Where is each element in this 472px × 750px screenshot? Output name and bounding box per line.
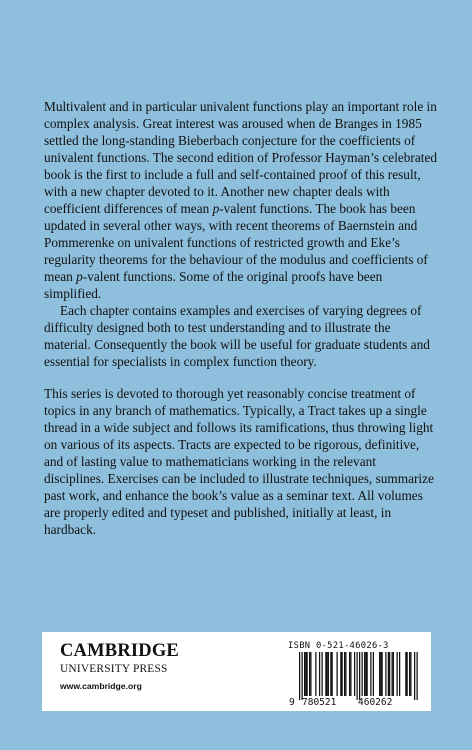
barcode-bar — [417, 652, 418, 700]
back-cover-blurb — [44, 98, 439, 538]
barcode-bar — [410, 652, 411, 696]
italic-p: p — [76, 269, 83, 284]
description-paragraph — [44, 98, 439, 302]
barcode-bar — [319, 652, 320, 696]
barcode-bar — [315, 652, 316, 696]
barcode-bar — [344, 652, 345, 696]
barcode-bar — [327, 652, 328, 696]
barcode-bar — [385, 652, 386, 696]
barcode-bar — [409, 652, 410, 696]
publisher-subtitle: UNIVERSITY PRESS — [60, 663, 168, 675]
barcode-bar — [399, 652, 400, 696]
description-text-2: -valent functions. The book has been updated in several other ways, with recent theorems of Baernstein and Pommerenke on univalent functions of restricted growth and Eke’s regularity theorems for the behaviour of the modulus and coefficients of mean — [44, 201, 428, 284]
publisher-url: www.cambridge.org — [60, 681, 142, 691]
barcode-bar — [362, 652, 363, 696]
barcode-bar — [328, 652, 329, 696]
barcode-bar — [373, 652, 374, 696]
barcode-bar — [304, 652, 305, 696]
publisher-name: CAMBRIDGE — [60, 641, 179, 661]
barcode-bar — [340, 652, 341, 696]
barcode-bar — [393, 652, 394, 696]
barcode-bar — [349, 652, 350, 696]
barcode-bar — [357, 652, 358, 700]
barcode-bar — [310, 652, 311, 696]
barcode-bar — [330, 652, 331, 696]
barcode-bar — [322, 652, 323, 696]
barcode-bar — [388, 652, 389, 696]
barcode-bar — [307, 652, 308, 696]
barcode-bar — [332, 652, 333, 696]
barcode-bar — [379, 652, 380, 696]
barcode-bar — [397, 652, 398, 696]
exercises-paragraph: Each chapter contains examples and exercises of varying degrees of difficulty designed both to test understanding and to illustrate the material. Consequently the book will be useful for graduate students and essential for specialists in complex function theory. — [44, 303, 430, 369]
description-text-1: Multivalent and in particular univalent functions play an important role in complex analysis. Great interest was aroused when de Branges in 1985 settled the long-standing Bieberbach conjecture for the coefficients of univalent functions. The second edition of Professor Hayman’s celebrated book is the first to include a full and self-contained proof of this result, with a new chapter devoted to it. Another new chapter deals with coefficient differences of mean — [44, 99, 438, 216]
publisher-box — [42, 632, 431, 711]
barcode-bar — [365, 652, 366, 696]
series-paragraph: This series is devoted to thorough yet reasonably concise treatment of topics in any branch of mathematics. Typically, a Tract takes up a single thread in a wide subject and follows its ramifications, thus throwing light on various of its aspects. Tracts are expected to be rigorous, definitive, and of lasting value to mathematicians working in the relevant disciplines. Exercises can be included to illustrate techniques, summarize past work, and enhance the book’s value as a seminar text. All volumes are properly edited and typeset and published, initially at least, in hardback. — [44, 386, 434, 537]
barcode-bar — [359, 652, 360, 700]
barcode-bar — [342, 652, 343, 696]
barcode-bar — [309, 652, 310, 696]
barcode-digit-first: 9 — [289, 697, 295, 708]
barcode-bar — [414, 652, 415, 700]
barcode-bar — [345, 652, 346, 696]
barcode-bar — [367, 652, 368, 696]
isbn-label: ISBN 0-521-46026-3 — [288, 641, 389, 651]
barcode-bar — [299, 652, 300, 700]
barcode-bar — [382, 652, 383, 696]
barcode-digits-right: 460262 — [358, 697, 393, 708]
barcode-digits-left: 780521 — [302, 697, 337, 708]
barcode-bar — [354, 652, 355, 696]
barcode-bar — [350, 652, 351, 696]
barcode-bar — [389, 652, 390, 696]
barcode-bar — [325, 652, 326, 696]
description-text-3: -valent functions. Some of the original proofs have been simplified. — [44, 269, 383, 301]
isbn-barcode — [288, 652, 420, 708]
barcode-bar — [407, 652, 408, 696]
barcode-bar — [405, 652, 406, 696]
barcode-bar — [305, 652, 306, 696]
barcode-bar — [380, 652, 381, 696]
barcode-bar — [302, 652, 303, 700]
italic-p: p — [212, 201, 220, 216]
barcode-bar — [392, 652, 393, 696]
barcode-bar — [337, 652, 338, 696]
barcode-bar — [370, 652, 371, 696]
barcode-bar — [364, 652, 365, 696]
